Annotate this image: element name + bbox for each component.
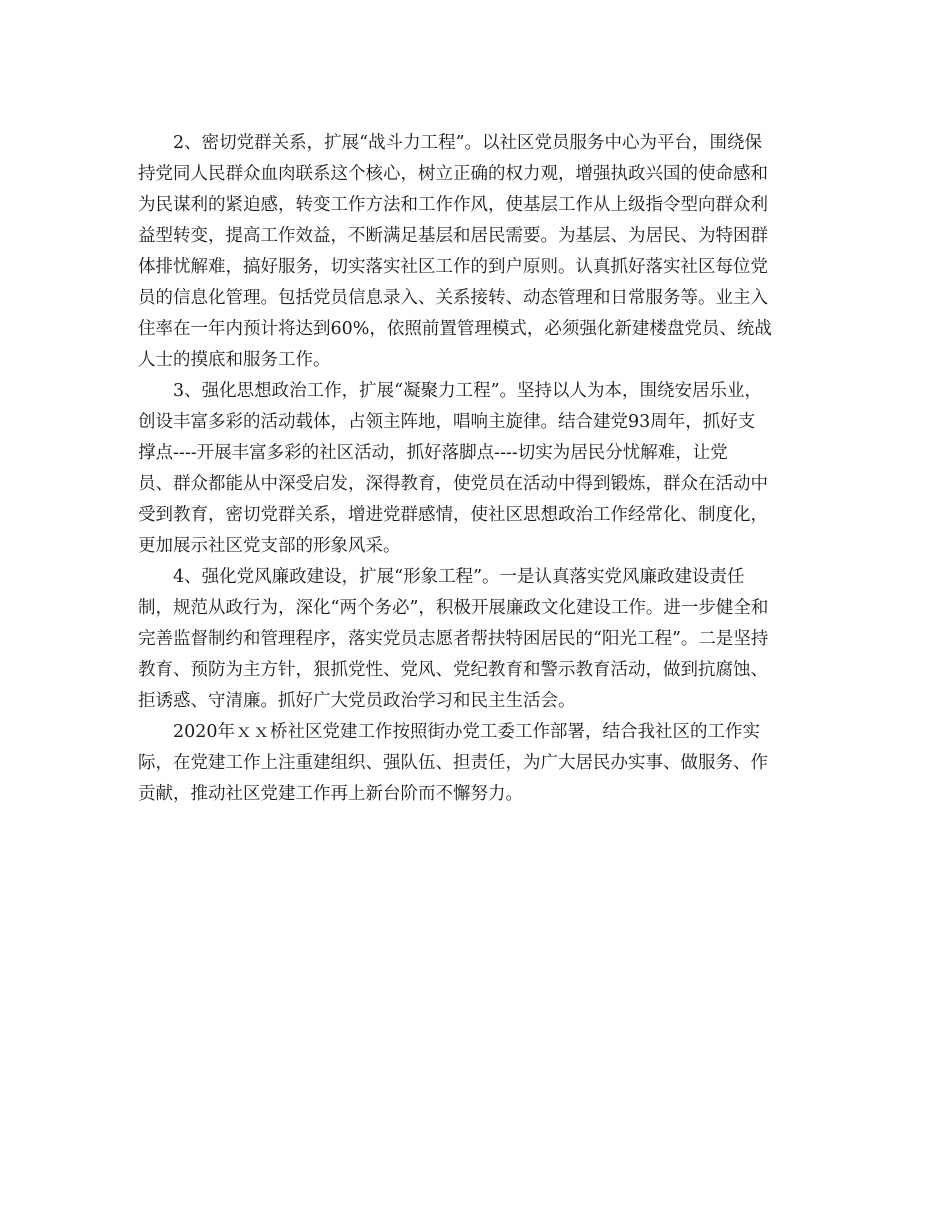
paragraph-3-ideological-work — [138, 376, 814, 562]
text-line: 4、强化党风廉政建设，扩展“形象工程”。一是认真落实党风廉政建设责任 — [138, 567, 745, 587]
text-line: 受到教育，密切党群关系，增进党群感情，使社区思想政治工作经常化、制度化， — [138, 505, 768, 525]
text-line: 完善监督制约和管理程序，落实党员志愿者帮扶特困居民的“阳光工程”。二是坚持 — [138, 629, 769, 649]
text-line: 制，规范从政行为，深化“两个务必”，积极开展廉政文化建设工作。进一步健全和 — [138, 598, 769, 618]
text-line: 员、群众都能从中深受启发，深得教育，使党员在活动中得到锻炼，群众在活动中 — [138, 474, 768, 494]
text-line: 3、强化思想政治工作，扩展“凝聚力工程”。坚持以人为本，围绕安居乐业， — [138, 381, 763, 401]
paragraph-4-clean-government — [138, 562, 814, 717]
text-line: 贡献，推动社区党建工作再上新台阶而不懈努力。 — [138, 784, 523, 804]
text-line: 更加展示社区党支部的形象风采。 — [138, 536, 401, 556]
document-body — [138, 128, 814, 810]
text-line: 住率在一年内预计将达到60%，依照前置管理模式，必须强化新建楼盘党员、统战 — [138, 319, 772, 339]
text-line: 际，在党建工作上注重建组织、强队伍、担责任，为广大居民办实事、做服务、作 — [138, 753, 768, 773]
paragraph-2-party-mass-relations — [138, 128, 814, 376]
text-line: 拒诱惑、守清廉。抓好广大党员政治学习和民主生活会。 — [138, 691, 576, 711]
text-line: 教育、预防为主方针，狠抓党性、党风、党纪教育和警示教育活动，做到抗腐蚀、 — [138, 660, 768, 680]
text-line: 为民谋利的紧迫感，转变工作方法和工作作风，使基层工作从上级指令型向群众利 — [138, 195, 768, 215]
text-line: 撑点----开展丰富多彩的社区活动，抓好落脚点----切实为居民分忧解难，让党 — [138, 443, 728, 463]
text-line: 持党同人民群众血肉联系这个核心，树立正确的权力观，增强执政兴国的使命感和 — [138, 164, 768, 184]
paragraph-2020-summary — [138, 717, 814, 810]
text-line: 益型转变，提高工作效益，不断满足基层和居民需要。为基层、为居民、为特困群 — [138, 226, 768, 246]
text-line: 创设丰富多彩的活动载体，占领主阵地，唱响主旋律。结合建党93周年，抓好支 — [138, 412, 756, 432]
text-line: 2020年ｘｘ桥社区党建工作按照街办党工委工作部署，结合我社区的工作实 — [138, 722, 761, 742]
text-line: 员的信息化管理。包括党员信息录入、关系接转、动态管理和日常服务等。业主入 — [138, 288, 768, 308]
text-line: 体排忧解难，搞好服务，切实落实社区工作的到户原则。认真抓好落实社区每位党 — [138, 257, 768, 277]
text-line: 人士的摸底和服务工作。 — [138, 350, 331, 370]
text-line: 2、密切党群关系，扩展“战斗力工程”。以社区党员服务中心为平台，围绕保 — [138, 133, 763, 153]
